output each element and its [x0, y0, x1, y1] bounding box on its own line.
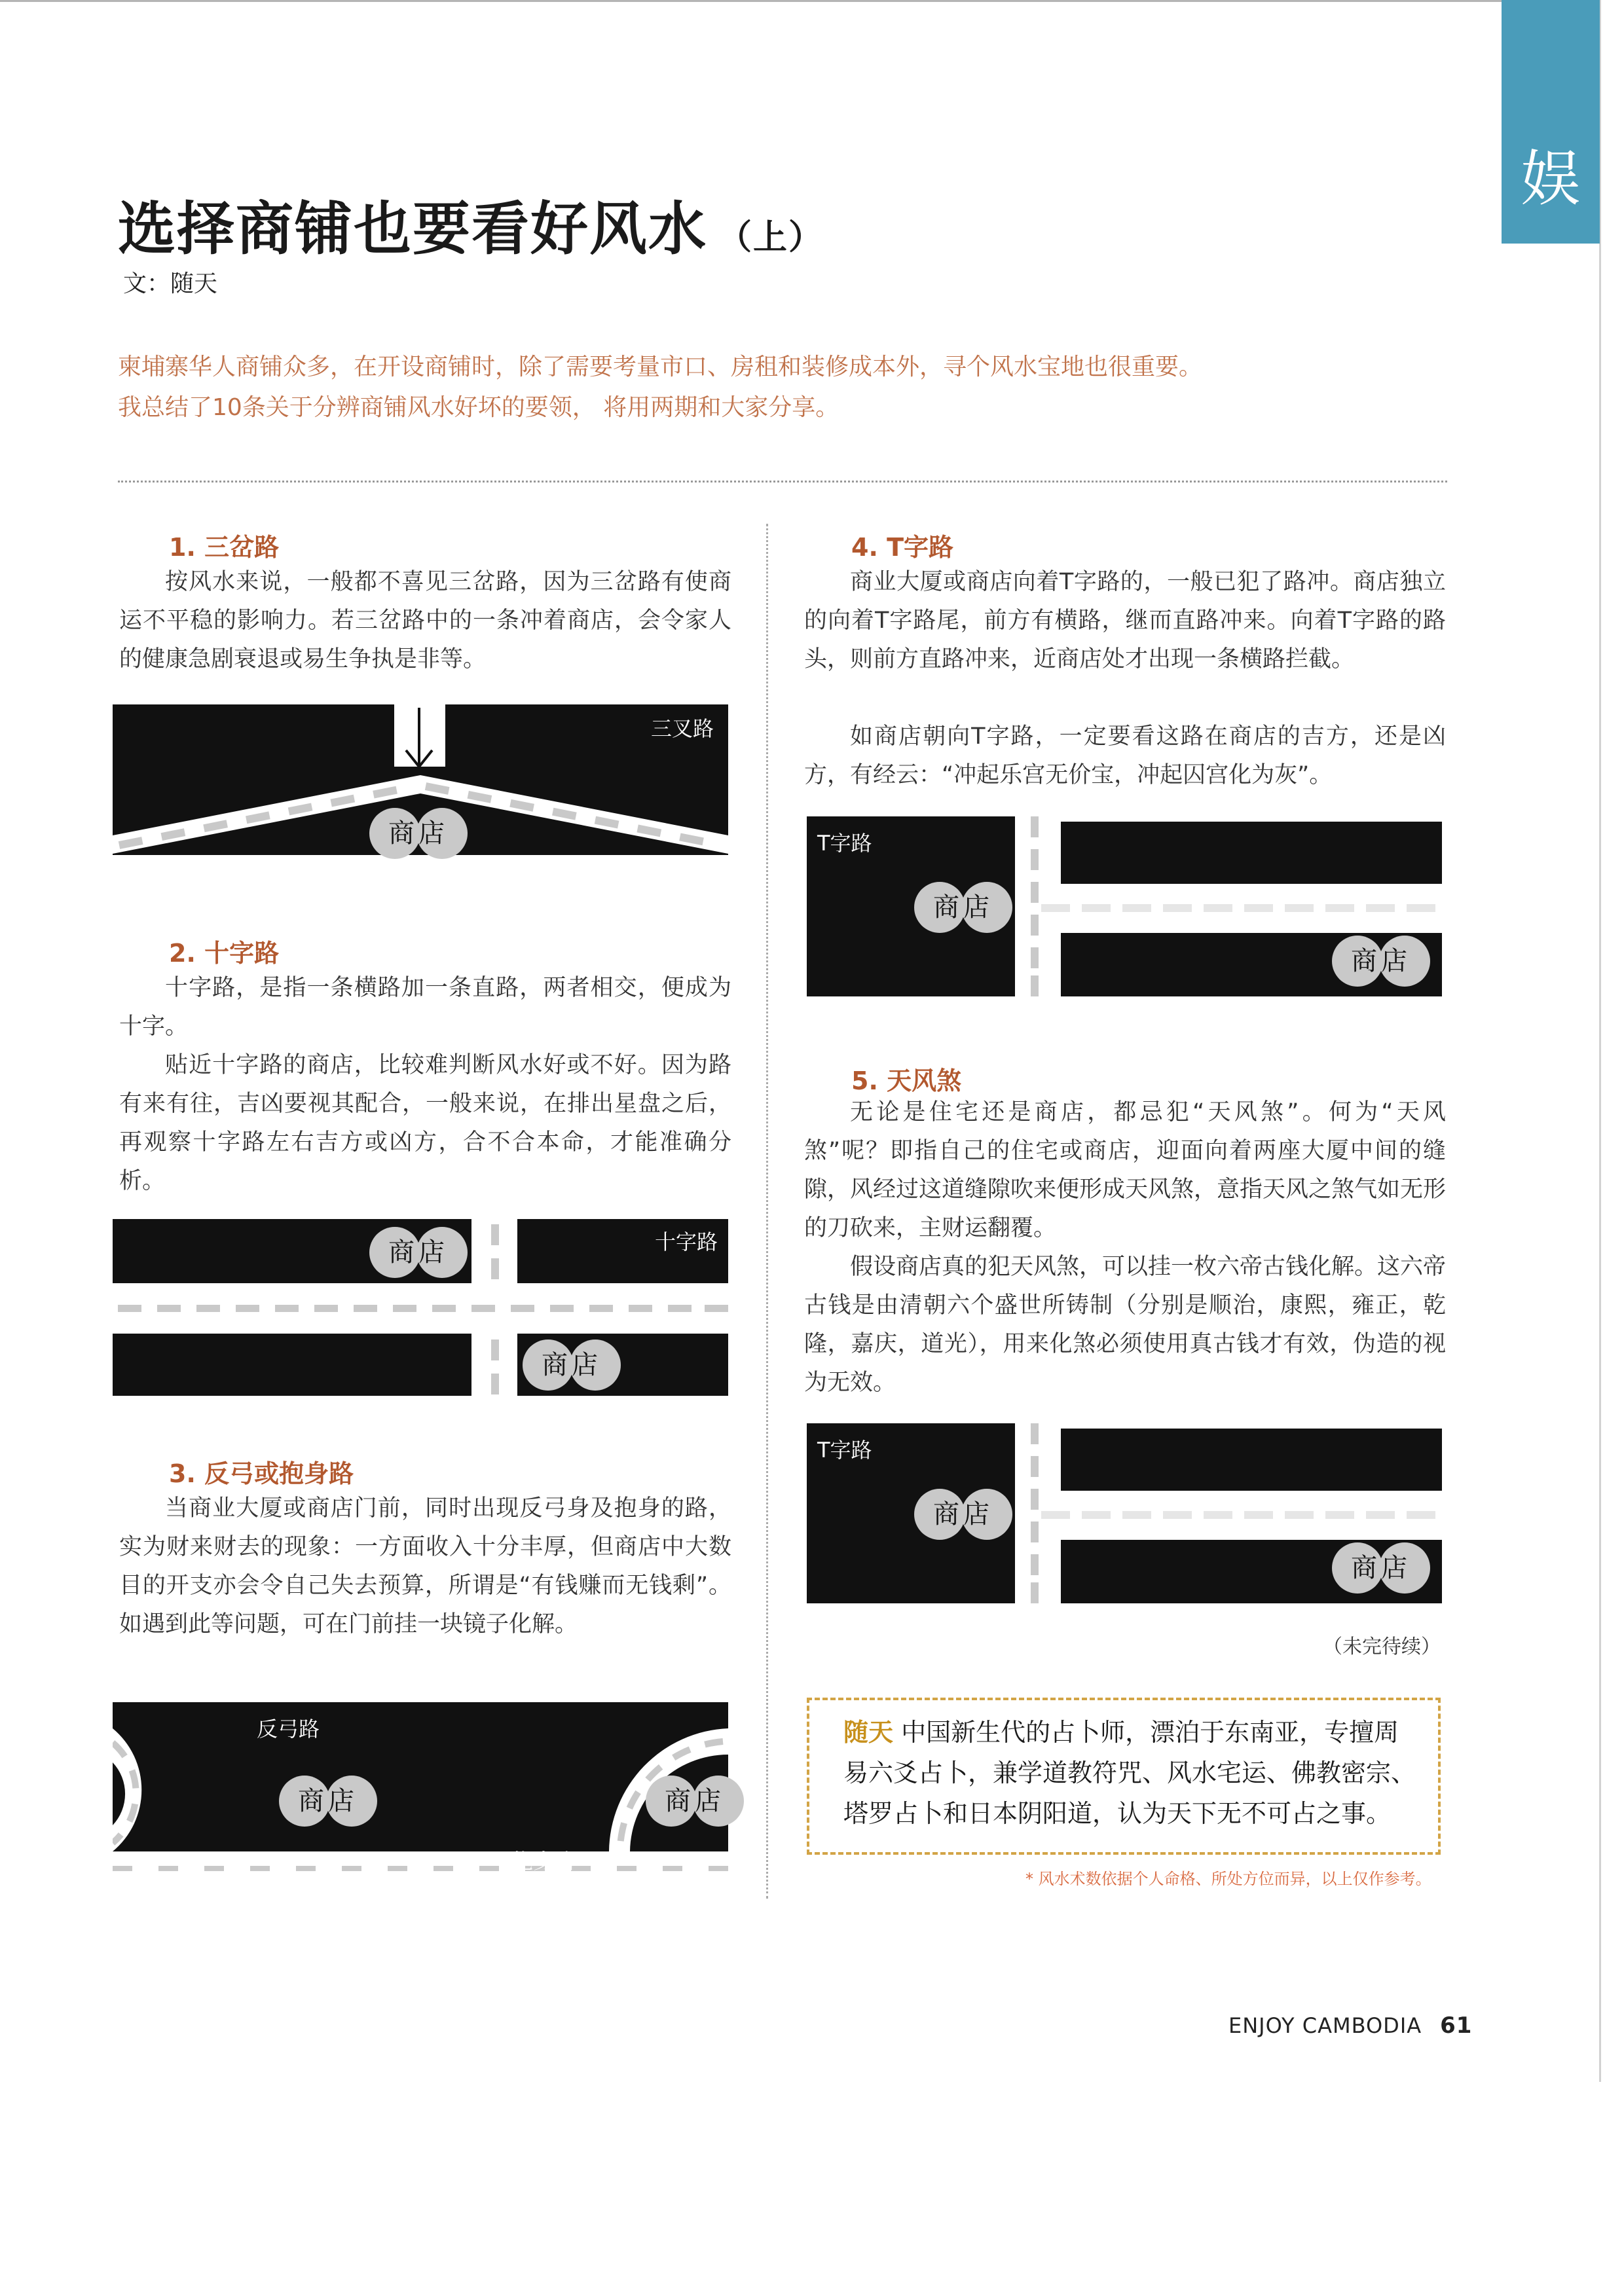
- shop-marker: [1332, 1542, 1430, 1594]
- author-bio: [843, 1712, 1420, 1834]
- three-fork-road-diagram: [113, 704, 728, 875]
- road-label: 十字路: [655, 1230, 718, 1254]
- dotted-divider: [118, 481, 1447, 483]
- shop-label: 商店: [298, 1786, 358, 1816]
- road-label: 抱身路: [512, 1849, 576, 1874]
- section-5-paragraph-1: 无论是住宅还是商店，都忌犯“天风煞”。何为“天风煞”呢？即指自己的住宅或商店，迎面向着两座大厦中间的缝隙，风经过这道缝隙吹来便形成天风煞，意指天风之煞气如无形的刀砍来，主财运翻覆。: [804, 1099, 1447, 1241]
- page-footer: [1228, 2013, 1472, 2039]
- section-tab: [1502, 0, 1600, 244]
- section-tab-label: 娱: [1520, 144, 1581, 214]
- shop-label: 商店: [388, 818, 449, 848]
- disclaimer-note: * 风水术数依据个人命格、所处方位而异，以上仅作参考。: [1025, 1870, 1431, 1888]
- shop-marker: [914, 1489, 1012, 1540]
- road-label: T字路: [817, 1438, 872, 1463]
- lead-line-2: 我总结了10条关于分辨商铺风水好坏的要领， 将用两期和大家分享。: [118, 394, 840, 421]
- title-part: （上）: [718, 218, 824, 257]
- section-5-heading: 5. 天风煞: [851, 1066, 962, 1095]
- section-4-paragraph-1: 商业大厦或商店向着T字路的，一般已犯了路冲。商店独立的向着T字路尾，前方有横路，继而直路冲来。向着T字路的路头，则前方直路冲来，近商店处才出现一条横路拦截。: [804, 569, 1446, 672]
- section-2-paragraph-1: 十字路，是指一条横路加一条直路，两者相交，便成为十字。: [119, 975, 731, 1040]
- shop-label: 商店: [665, 1786, 725, 1816]
- shop-label: 商店: [1351, 1553, 1411, 1583]
- shop-marker: [646, 1776, 744, 1827]
- section-3-paragraph: 当商业大厦或商店门前，同时出现反弓身及抱身的路，实为财来财去的现象：一方面收入十分丰厚，但商店中大数目的开支亦会令自己失去预算，所谓是“有钱赚而无钱剩”。如遇到此等问题，可在门前挂一块镜子化解。: [119, 1495, 731, 1637]
- to-be-continued: （未完待续）: [1323, 1635, 1441, 1658]
- section-2-paragraph-2: 贴近十字路的商店，比较难判断风水好或不好。因为路有来有往，吉凶要视其配合，一般来说，在排出星盘之后，再观察十字路左右吉方或凶方，合不合本命，才能准确分析。: [119, 1052, 731, 1194]
- shop-marker: [1332, 936, 1430, 987]
- page-number: 61: [1440, 2013, 1473, 2039]
- heaven-wind-diagram: [807, 1423, 1442, 1603]
- shop-marker: [914, 882, 1012, 933]
- author-bio-box: [807, 1698, 1441, 1855]
- section-4-paragraph-2: 如商店朝向T字路，一定要看这路在商店的吉方，还是凶方，有经云：“冲起乐宫无价宝，冲起囚宫化为灰”。: [804, 723, 1446, 788]
- top-rule: [0, 0, 1506, 2]
- author-bio-text: 中国新生代的占卜师，漂泊于东南亚，专擅周易六爻占卜，兼学道教符咒、风水宅运、佛教密宗、塔罗占卜和日本阴阳道，认为天下无不可占之事。: [843, 1718, 1416, 1828]
- road-label: 三叉路: [651, 716, 714, 741]
- shop-marker: [523, 1339, 621, 1391]
- right-rule: [1599, 0, 1601, 2082]
- article-title: [118, 183, 824, 266]
- author-name: 随天: [843, 1718, 894, 1747]
- section-5-paragraph-2: 假设商店真的犯天风煞，可以挂一枚六帝古钱化解。这六帝古钱是由清朝六个盛世所铸制（分别是顺治，康熙，雍正，乾隆，嘉庆，道光），用来化煞必须使用真古钱才有效，伪造的视为无效。: [804, 1254, 1447, 1396]
- t-junction-diagram: [807, 816, 1442, 996]
- shop-label: 商店: [1351, 946, 1411, 976]
- section-1-paragraph: 按风水来说，一般都不喜见三岔路，因为三岔路有使商运不平稳的影响力。若三岔路中的一条冲着商店，会令家人的健康急剧衰退或易生争执是非等。: [119, 569, 731, 672]
- shop-label: 商店: [933, 892, 993, 922]
- column-divider: [766, 524, 768, 1899]
- section-1-heading: 1. 三岔路: [169, 533, 280, 562]
- lead-line-1: 柬埔寨华人商铺众多，在开设商铺时，除了需要考量市口、房租和装修成本外，寻个风水宝地也很重要。: [118, 354, 1203, 380]
- road-label: T字路: [817, 831, 872, 856]
- shop-label: 商店: [542, 1350, 602, 1380]
- byline: 文：随天: [123, 270, 218, 297]
- section-3-heading: 3. 反弓或抱身路: [169, 1459, 354, 1488]
- title-main: 选择商铺也要看好风水: [118, 195, 708, 263]
- lead-paragraph: [118, 347, 1460, 428]
- magazine-name: ENJOY CAMBODIA: [1228, 2013, 1422, 2038]
- curved-road-diagram: [113, 1702, 728, 1879]
- shop-label: 商店: [933, 1499, 993, 1529]
- crossroad-diagram: [113, 1219, 728, 1396]
- section-4-heading: 4. T字路: [851, 533, 954, 562]
- shop-label: 商店: [388, 1237, 449, 1267]
- shop-marker: [369, 1227, 468, 1278]
- section-2-heading: 2. 十字路: [169, 939, 280, 968]
- shop-marker: [369, 808, 468, 859]
- road-label: 反弓路: [257, 1717, 320, 1741]
- shop-marker: [279, 1776, 377, 1827]
